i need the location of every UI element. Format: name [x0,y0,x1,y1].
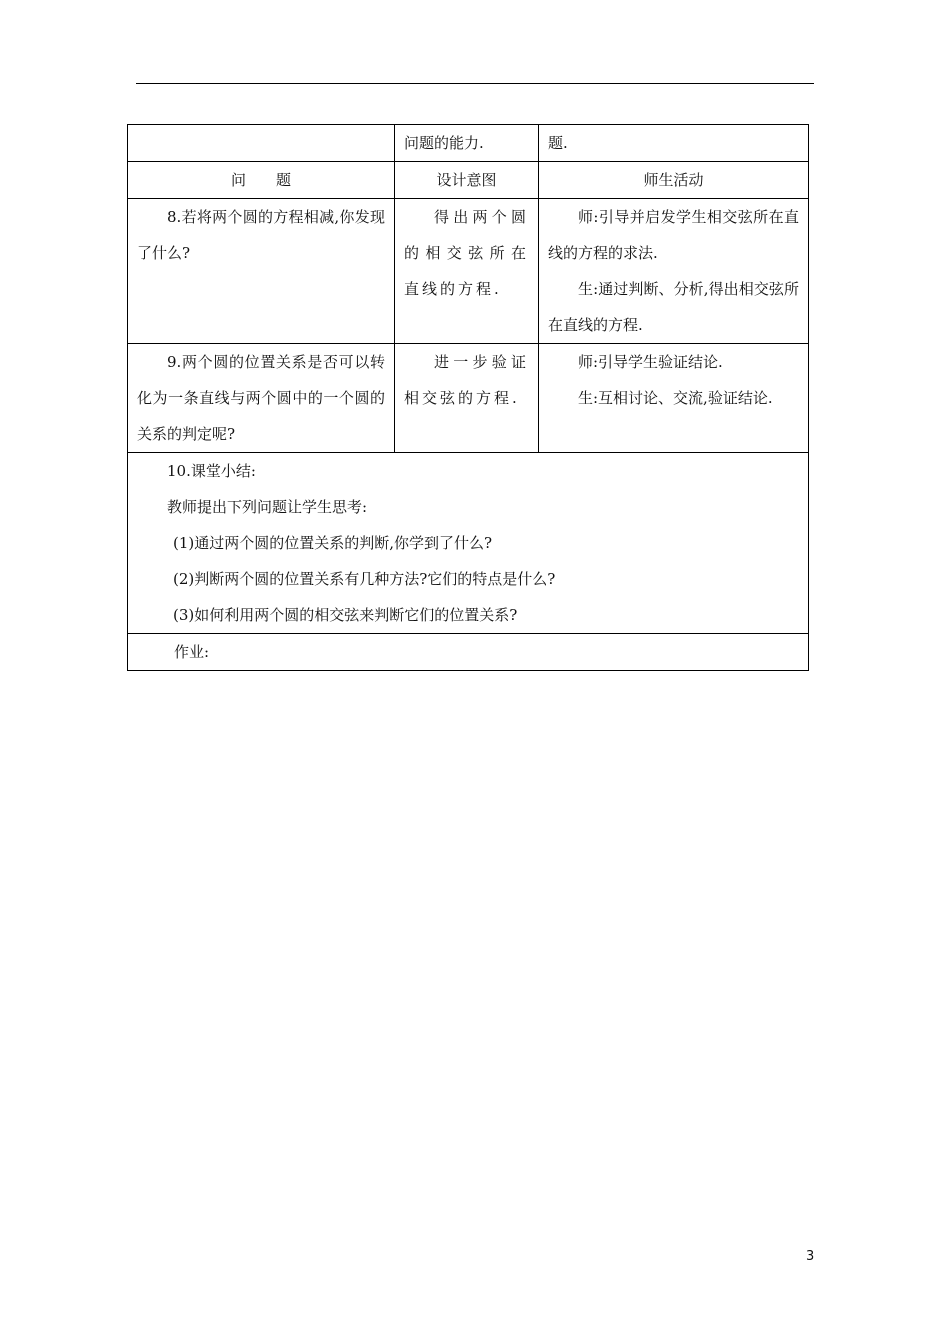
header-problem: 问 题 [128,162,395,199]
table-row-summary [128,453,809,634]
q9-student: 生:互相讨论、交流,验证结论. [578,389,773,407]
header-rule [136,83,814,84]
table-header-row [128,162,809,199]
table-row-continued [128,125,809,162]
table-row-homework [128,634,809,671]
table-row-q8 [128,199,809,344]
summary-item-2: (2)判断两个圆的位置关系有几种方法?它们的特点是什么? [173,570,556,588]
page-number: 3 [806,1249,815,1264]
q8-teacher: 师:引导并启发学生相交弦所在直线的方程的求法. [548,208,799,262]
q9-design: 进一步验证相交弦的方程. [404,353,529,407]
header-design: 设计意图 [395,162,539,199]
q8-design: 得出两个圆的相交弦所在直线的方程. [404,208,529,298]
q9-teacher: 师:引导学生验证结论. [578,353,723,371]
lesson-plan-table [127,124,809,671]
summary-intro: 教师提出下列问题让学生思考: [167,498,368,516]
summary-title: 10.课堂小结: [167,462,256,480]
q9-problem: 9.两个圆的位置关系是否可以转化为一条直线与两个圆中的一个圆的关系的判定呢? [137,353,385,443]
homework-label: 作业: [174,643,210,661]
header-activity: 师生活动 [539,162,809,199]
q8-problem: 8.若将两个圆的方程相减,你发现了什么? [137,208,385,262]
cell-continued-problem [128,125,395,162]
cell-continued-design: 问题的能力. [395,125,539,162]
table-row-q9 [128,344,809,453]
cell-continued-activity: 题. [539,125,809,162]
summary-item-3: (3)如何利用两个圆的相交弦来判断它们的位置关系? [173,606,518,624]
q8-student: 生:通过判断、分析,得出相交弦所在直线的方程. [548,280,799,334]
summary-item-1: (1)通过两个圆的位置关系的判断,你学到了什么? [173,534,493,552]
